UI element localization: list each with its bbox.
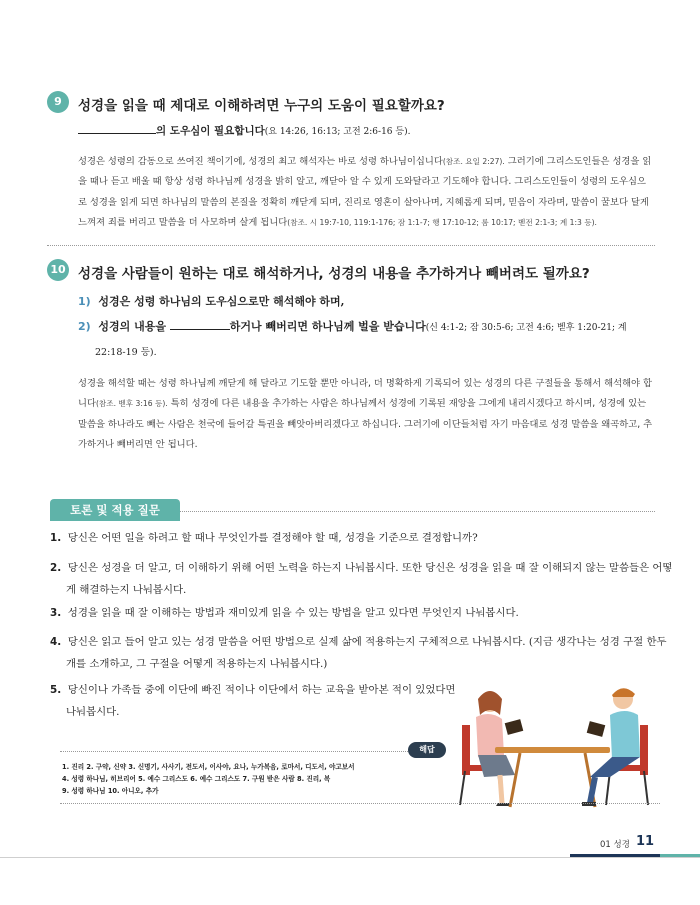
answer-blank [170,318,230,330]
discussion-divider [180,511,655,512]
question-10-title: 성경을 사람들이 원하는 대로 해석하거나, 성경의 내용을 추가하거나 빼버려도 될까요? [78,266,590,282]
discussion-item-5 [50,680,466,723]
answer-blank [78,122,156,134]
question-9-para-text-2: 그러기에 그리스도인들은 성경을 읽을 때나 듣고 배울 때 항상 성령 하나님께 성경을 밝히 알고, 깨닫아 알 수 있게 도와달라고 기도해야 합니다. 그리스도인들이 성령의 도우심으로 성경을 읽게 되면 하나님의 말씀의 본질을 정확히 깨닫게 되며, 진리로 영혼이 살아나며, 지혜롭게 되며, 믿음이 자라며, 말씀이 꿀보다 달게 느껴져 죄를 버리고 말씀을 더 사모하며 살게 됩니다 [78,156,652,228]
question-9-answer [78,122,410,138]
footer-rule [0,857,700,858]
question-10-item-2-ref-cont [95,344,157,358]
item-1-text: 성경은 성령 하나님의 도우심으로만 해석해야 하며, [98,295,345,308]
item-2-ref: (신 4:1-2; 잠 30:5-6; 고전 4:6; 벧후 1:20-21; 계 [425,323,627,333]
discussion-item-2 [50,558,676,601]
discussion-item-4-text: 당신은 읽고 들어 알고 있는 성경 말씀을 어떤 방법으로 실제 삶에 적용하는지 구체적으로 나눠봅시다. (지금 생각나는 성경 구절 한두 개를 소개하고, 그 구절을 어떻게 적용하는지 나눠봅시다.) [66,636,667,670]
answers-line-2: 4. 성령 하나님, 히브리어 5. 예수 그리스도 6. 예수 그리스도 7. 구원 받은 사람 8. 진리, 복 [62,775,331,783]
item-2-number: 2) [78,320,91,333]
answers-line-1: 1. 진리 2. 구약, 신약 3. 신명기, 사사기, 전도서, 이사야, 요나, 누가복음, 로마서, 디도서, 야고보서 [62,763,355,771]
question-10-para-text-1: 성경을 해석할 때는 성령 하나님께 깨닫게 해 달라고 기도할 뿐만 아니라, 더 명확하게 기록되어 있는 성경의 다른 구절들을 통해서 해석해야 합니다 [78,378,652,410]
question-9-para-ref-1: (참조. 요일 2:27). [442,157,505,166]
question-number-9: 9 [47,91,69,113]
question-9-answer-ref: (요 14:26, 16:13; 고전 2:6-16 등). [264,127,411,137]
question-10-item-1 [78,293,344,309]
people-reading-illustration [440,685,665,810]
discussion-item-1 [50,528,660,550]
question-10-para-text-2: 특히 성경에 다른 내용을 추가하는 사람은 하나님께서 성경에 기록된 재앙을 그에게 내리시겠다고 하시며, 성경에 있는 말씀을 하나라도 빼는 사람은 천국에 들어갈 특권을 빼앗아버리겠다고 하십니다. 그러기에 이단들처럼 자기 마음대로 성경 말씀을 왜곡하고, 추가하거나 빼버리면 안 됩니다. [78,398,653,450]
footer-accent-bar-teal [660,854,700,857]
question-9-explanation [78,152,654,233]
answers-label: 해답 [408,742,446,758]
discussion-item-3 [50,603,660,625]
footer-accent-bar [570,854,660,857]
discussion-item-2-text: 당신은 성경을 더 알고, 더 이해하기 위해 어떤 노력을 하는지 나눠봅시다. 또한 당신은 성경을 읽을 때 잘 이해되지 않는 말씀들은 어떻게 해결하는지 나눠봅시다. [66,562,673,596]
item-1-number: 1) [78,295,91,308]
question-10-para-ref: (참조. 벧후 3:16 등). [95,399,168,409]
page-number: 11 [636,834,655,849]
discussion-item-5-number: 5. [50,684,62,696]
discussion-item-4 [50,632,676,675]
item-2-text-b: 하거나 빼버리면 하나님께 벌을 받습니다 [229,320,426,333]
discussion-item-1-text: 당신은 어떤 일을 하려고 할 때나 무엇인가를 결정해야 할 때, 성경을 기준으로 결정합니까? [67,532,478,544]
discussion-item-3-text: 성경을 읽을 때 잘 이해하는 방법과 재미있게 읽을 수 있는 방법을 알고 있다면 무엇인지 나눠봅시다. [67,607,519,619]
answers-bottom-divider [60,803,660,804]
discussion-item-1-number: 1. [50,532,62,544]
question-9-answer-text: 의 도우심이 필요합니다 [156,125,265,137]
answers-divider [60,751,410,752]
discussion-item-3-number: 3. [50,607,62,619]
item-2-text-a: 성경의 내용을 [98,320,166,333]
question-10-item-2 [78,318,627,334]
question-9-title: 성경을 읽을 때 제대로 이해하려면 누구의 도움이 필요할까요? [78,98,445,114]
footer-chapter: 01 성경 [600,840,630,850]
section-divider [47,245,655,246]
question-10-explanation [78,374,654,455]
discussion-item-2-number: 2. [50,562,62,574]
discussion-tab: 토론 및 적용 질문 [50,499,180,521]
discussion-item-5-text: 당신이나 가족들 중에 이단에 빠진 적이나 이단에서 하는 교육을 받아본 적이 있었다면 나눠봅시다. [66,684,456,718]
answers-line-3: 9. 성령 하나님 10. 아니오, 추가 [62,787,159,795]
item-2-ref-2: 22:18-19 등). [95,347,157,358]
question-9-para-ref-2: (참조. 시 19:7-10, 119:1-176; 잠 1:1-7; 행 17:10-12; 롬 10:17; 벧전 2:1-3; 계 1:3 등). [287,217,597,227]
question-9-para-text-1: 성경은 성령의 감동으로 쓰여진 책이기에, 성경의 최고 해석자는 바로 성령 하나님이십니다 [78,156,443,167]
question-number-10: 10 [47,259,69,281]
discussion-item-4-number: 4. [50,636,62,648]
